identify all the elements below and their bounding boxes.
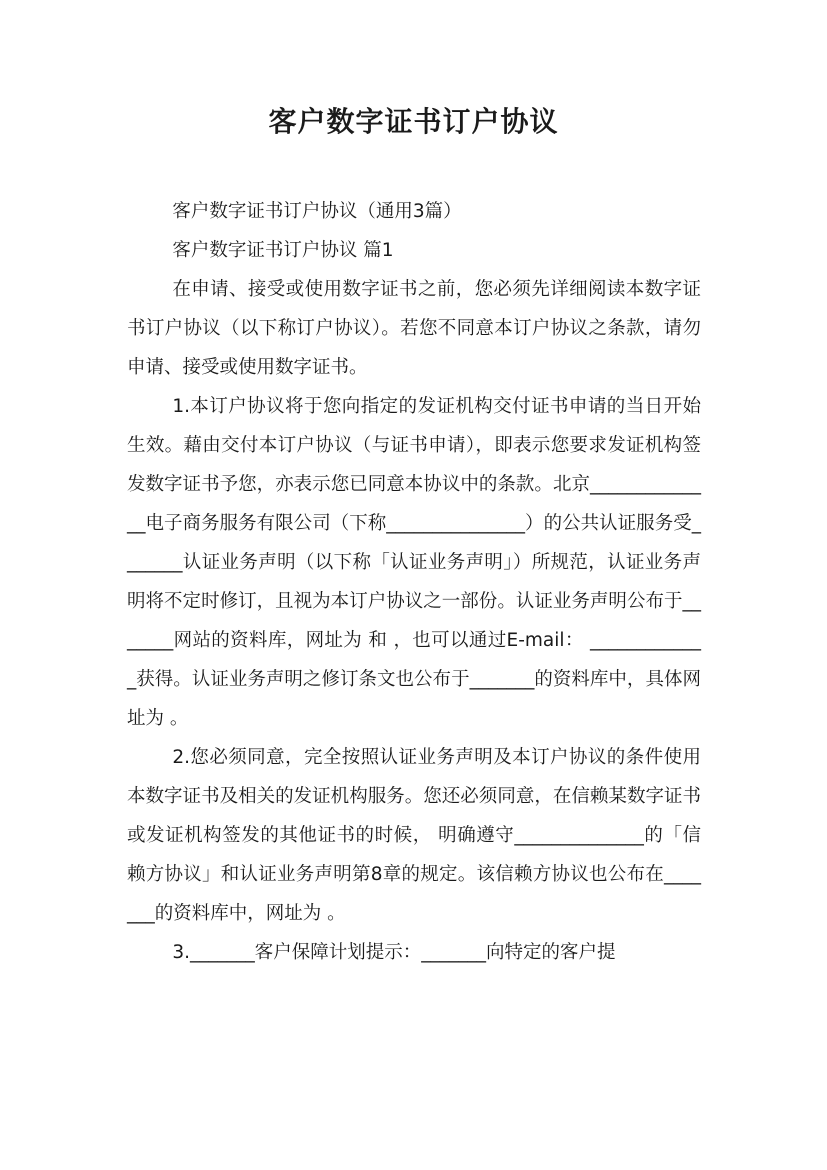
- document-body: [127, 192, 701, 972]
- intro-paragraph: 在申请、接受或使用数字证书之前，您必须先详细阅读本数字证书订户协议（以下称订户协议）。若您不同意本订户协议之条款，请勿申请、接受或使用数字证书。: [127, 279, 701, 378]
- subtitle-line: 客户数字证书订户协议（通用3篇）: [172, 201, 462, 222]
- section-heading: 客户数字证书订户协议 篇1: [172, 240, 394, 261]
- clause-3-paragraph: 3._______客户保障计划提示：_______向特定的客户提: [172, 942, 616, 963]
- clause-2-paragraph: 2.您必须同意，完全按照认证业务声明及本订户协议的条件使用本数字证书及相关的发证机构服务。您还必须同意，在信赖某数字证书或发证机构签发的其他证书的时候， 明确遵守______________的「信赖方协议」和认证业务声明第8章的规定。该信赖方协议也公布在_______的资料库中，网址为 。: [127, 747, 701, 924]
- clause-1-paragraph: 1.本订户协议将于您向指定的发证机构交付证书申请的当日开始生效。藉由交付本订户协议（与证书申请），即表示您要求发证机构签发数字证书予您，亦表示您已同意本协议中的条款。北京______________电子商务服务有限公司（下称_______________）的公共认证服务受_______认证业务声明（以下称「认证业务声明」）所规范，认证业务声明将不定时修订，且视为本订户协议之一部份。认证业务声明公布于_______网站的资料库，网址为 和 ，也可以通过E-mail： _____________获得。认证业务声明之修订条文也公布于_______的资料库中，具体网址为 。: [127, 396, 701, 729]
- document-title: 客户数字证书订户协议: [268, 105, 559, 138]
